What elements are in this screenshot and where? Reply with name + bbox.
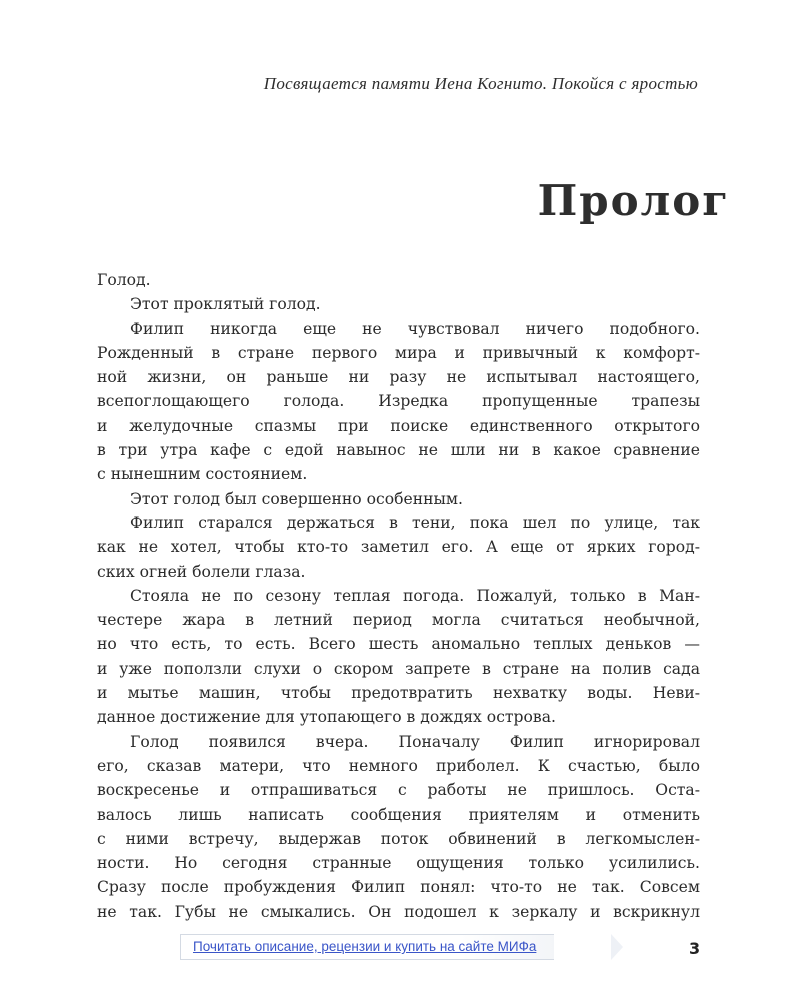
text-line: и мытье машин, чтобы предотвратить нехватку воды. Неви- [97, 684, 700, 703]
text-line: данное достижение для утопающего в дождях острова. [97, 708, 556, 727]
text-line: Сразу после пробуждения Филип понял: что-то не так. Совсем [97, 878, 700, 897]
text-line: как не хотел, чтобы кто-то заметил его. А еще от ярких город- [97, 538, 700, 557]
text-line: Голод. [97, 271, 151, 289]
shop-link-arrow [611, 934, 623, 960]
chapter-body [97, 268, 700, 924]
text-line: Голод появился вчера. Поначалу Филип игнорировал [130, 732, 700, 751]
text-line: и желудочные спазмы при поиске единственного открытого [97, 416, 700, 435]
text-line: с ними встречу, выдержав поток обвинений в легкомыслен- [97, 829, 700, 848]
text-line: Стояла не по сезону теплая погода. Пожалуй, только в Ман- [130, 586, 700, 605]
text-line: его, сказав матери, что немного приболел. К счастью, было [97, 756, 700, 775]
text-line: честере жара в летний период могла считаться необычной, [97, 611, 700, 630]
text-line: валось лишь написать сообщения приятелям и отменить [97, 805, 700, 824]
text-line: ских огней болели глаза. [97, 562, 306, 581]
text-line: Филип старался держаться в тени, пока шел по улице, так [130, 513, 700, 532]
text-line: Этот проклятый голод. [130, 295, 321, 314]
text-line: ности. Но сегодня странные ощущения только усилились. [97, 854, 700, 873]
text-line: но что есть, то есть. Всего шесть аномально теплых деньков — [97, 635, 700, 654]
text-line: воскресенье и отпрашиваться с работы не пришлось. Оста- [97, 781, 700, 800]
shop-link[interactable]: Почитать описание, рецензии и купить на сайте МИФа [180, 934, 554, 960]
dedication: Посвящается памяти Иена Когнито. Покойся с яростью [263, 74, 698, 93]
chapter-title: Пролог [537, 176, 730, 225]
text-line: ной жизни, он раньше ни разу не испытывал настоящего, [97, 368, 700, 387]
text-line: не так. Губы не смыкались. Он подошел к зеркалу и вскрикнул [97, 902, 700, 921]
text-line: Рожденный в стране первого мира и привычный к комфорт- [97, 343, 700, 362]
text-line: и уже поползли слухи о скором запрете в стране на полив сада [97, 659, 700, 678]
page-number: 3 [689, 939, 701, 958]
text-line: в три утра кафе с едой навынос не шли ни в какое сравнение [97, 441, 700, 460]
text-line: Этот голод был совершенно особенным. [130, 489, 463, 508]
text-line: Филип никогда еще не чувствовал ничего подобного. [130, 319, 700, 338]
text-line: всепоглощающего голода. Изредка пропущенные трапезы [97, 392, 700, 411]
text-line: с нынешним состоянием. [97, 465, 308, 484]
